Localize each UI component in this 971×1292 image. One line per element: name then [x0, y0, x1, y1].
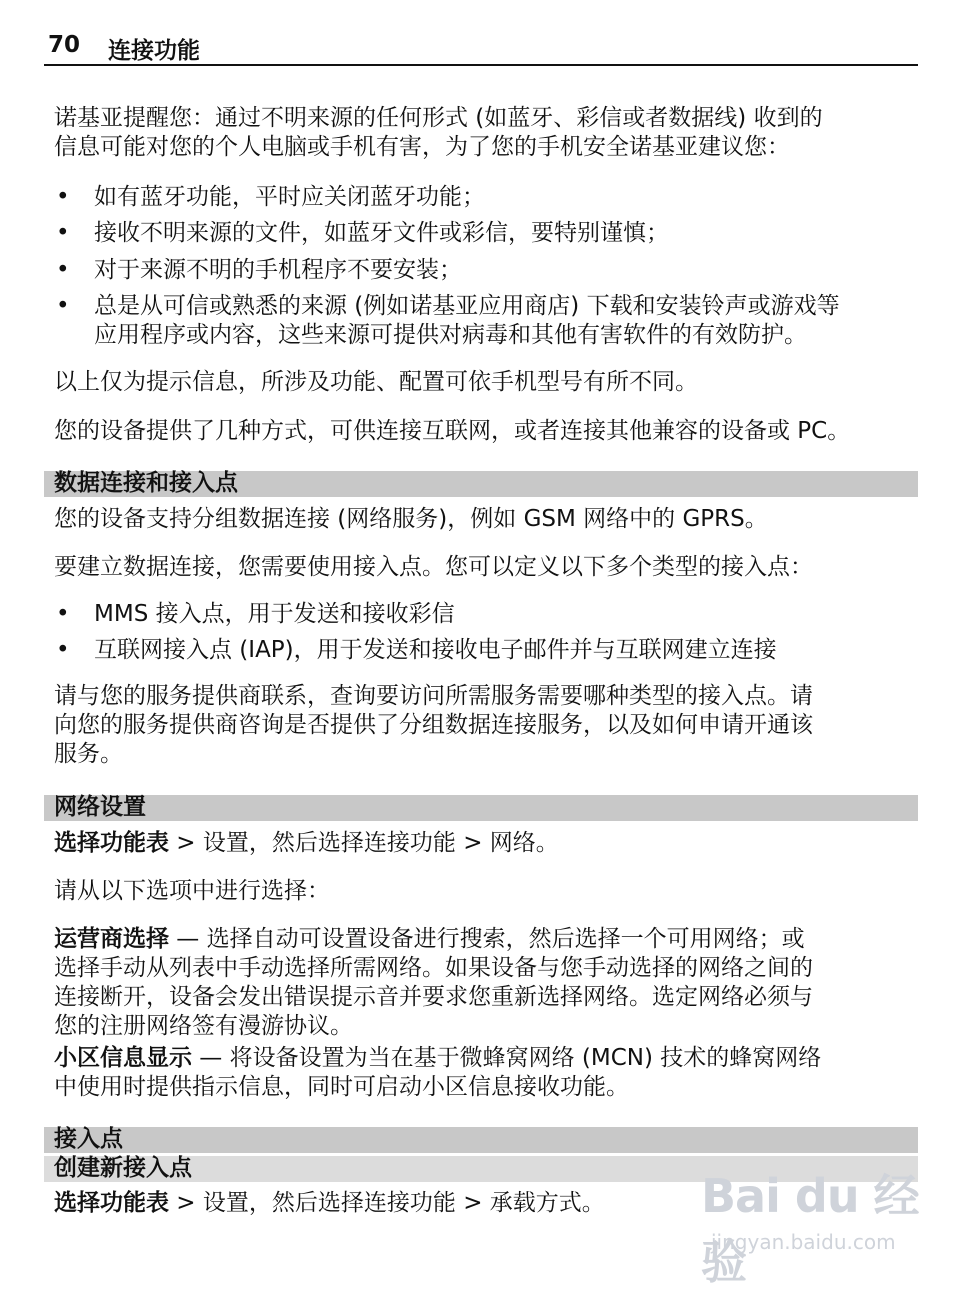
option-desc-line-1: — 选择自动可设置设备进行搜索，然后选择一个可用网络；或 [169, 926, 805, 952]
section1-paragraph-3-line-2: 向您的服务提供商咨询是否提供了分组数据连接服务，以及如何申请开通该 [54, 712, 813, 738]
section-title: 网络设置 [54, 794, 146, 820]
option-desc-line-2: 选择手动从列表中手动选择所需网络。如果设备与您手动选择的网络之间的 [54, 955, 813, 981]
page-number: 70 [48, 32, 81, 58]
option-desc-line-4: 您的注册网络签有漫游协议。 [54, 1013, 353, 1039]
option-operator-selection [54, 925, 914, 1041]
section1-paragraph-3-line-3: 服务。 [54, 741, 123, 767]
intro-line-1: 诺基亚提醒您：通过不明来源的任何形式 (如蓝牙、彩信或者数据线) 收到的 [54, 105, 823, 131]
page-title: 连接功能 [108, 38, 200, 64]
section1-paragraph-3 [54, 682, 914, 769]
option-desc-line-1: — 将设备设置为当在基于微蜂窝网络 (MCN) 技术的蜂窝网络 [192, 1045, 822, 1071]
section-title: 数据连接和接入点 [54, 470, 238, 496]
menu-path-start: 选择功能表 [54, 1190, 169, 1216]
bullet-text: 接收不明来源的文件，如蓝牙文件或彩信，要特别谨慎； [94, 220, 669, 246]
devices-paragraph: 您的设备提供了几种方式，可供连接互联网，或者连接其他兼容的设备或 PC。 [54, 418, 851, 444]
bullet-text-line-1: 总是从可信或熟悉的来源 (例如诺基亚应用商店) 下载和安装铃声或游戏等 [94, 293, 840, 319]
option-cell-info-display [54, 1044, 914, 1102]
menu-path-middle: > 设置，然后选择连接功能 [169, 830, 456, 856]
menu-path-middle: > 设置，然后选择连接功能 [169, 1190, 456, 1216]
option-desc-line-2: 中使用时提供指示信息，同时可启动小区信息接收功能。 [54, 1074, 629, 1100]
option-label: 小区信息显示 [54, 1045, 192, 1071]
intro-paragraph [54, 104, 914, 162]
section1-paragraph-2: 要建立数据连接，您需要使用接入点。您可以定义以下多个类型的接入点： [54, 554, 813, 580]
section1-paragraph-1: 您的设备支持分组数据连接 (网络服务)，例如 GSM 网络中的 GPRS。 [54, 506, 768, 532]
baidu-watermark [701, 1150, 931, 1289]
bullet-text: 互联网接入点 (IAP)，用于发送和接收电子邮件并与互联网建立连接 [94, 637, 777, 663]
menu-path-end: > 网络。 [455, 830, 559, 856]
watermark-logo: Bai du 经验 [701, 1169, 919, 1289]
option-label: 运营商选择 [54, 926, 169, 952]
intro-line-2: 信息可能对您的个人电脑或手机有害，为了您的手机安全诺基亚建议您： [54, 134, 790, 160]
menu-path-start: 选择功能表 [54, 830, 169, 856]
section2-path [54, 829, 914, 858]
section1-paragraph-3-line-1: 请与您的服务提供商联系，查询要访问所需服务需要哪种类型的接入点。请 [54, 683, 813, 709]
option-desc-line-3: 连接断开，设备会发出错误提示音并要求您重新选择网络。选定网络必须与 [54, 984, 813, 1010]
section-heading [44, 795, 918, 821]
section2-paragraph-1: 请从以下选项中进行选择： [54, 878, 330, 904]
menu-path-end: > 承载方式。 [455, 1190, 605, 1216]
page-header [44, 30, 918, 66]
section-heading [44, 471, 918, 497]
section-title: 接入点 [54, 1126, 123, 1152]
note-paragraph: 以上仅为提示信息，所涉及功能、配置可依手机型号有所不同。 [54, 369, 698, 395]
bullet-text: 如有蓝牙功能，平时应关闭蓝牙功能； [94, 184, 485, 210]
bullet-text: MMS 接入点，用于发送和接收彩信 [94, 601, 455, 627]
bullet-text-line-2: 应用程序或内容，这些来源可提供对病毒和其他有害软件的有效防护。 [94, 322, 807, 348]
subsection-title: 创建新接入点 [54, 1155, 192, 1181]
watermark-url: jingyan.baidu.com [711, 1230, 896, 1254]
bullet-text [94, 292, 914, 350]
bullet-text: 对于来源不明的手机程序不要安装； [94, 257, 462, 283]
